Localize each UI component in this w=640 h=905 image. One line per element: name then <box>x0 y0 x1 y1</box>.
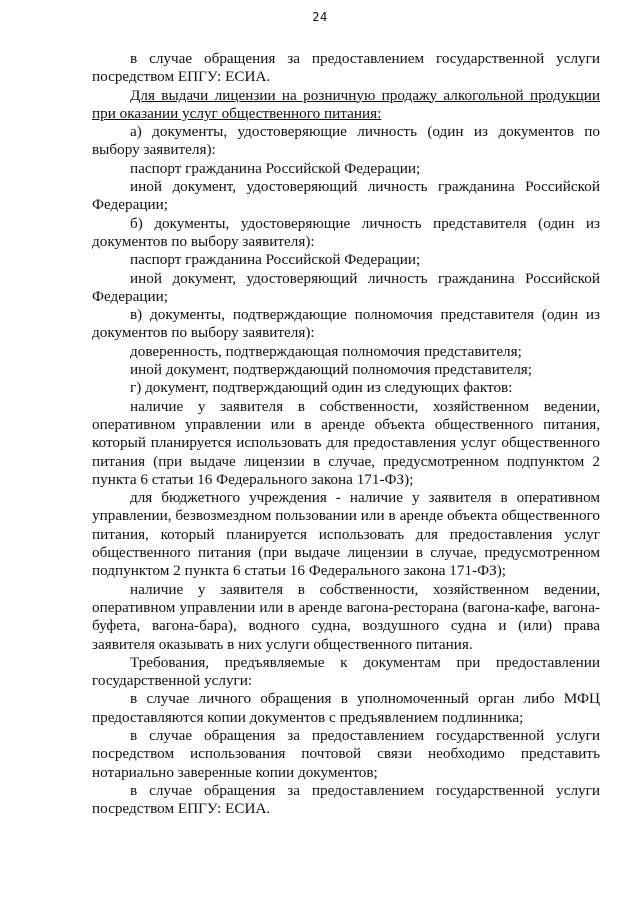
underlined-heading: Для выдачи лицензии на розничную продажу алкогольной продукции при оказании услуг общественного питания: <box>92 86 600 122</box>
paragraph-14: для бюджетного учреждения - наличие у заявителя в оперативном управлении, безвозмездном пользовании или в аренде объекта общественного питания, который планируется использовать для предоставления услуг общественного питания (при выдаче лицензии в случае, предусмотренном подпунктом 2 пункта 6 статьи 16 Федерального закона 171-ФЗ); <box>92 489 600 580</box>
paragraph-15: наличие у заявителя в собственности, хозяйственном ведении, оперативном управлении или в аренде вагона-ресторана (вагона-кафе, вагона-буфета, вагона-бара), водного судна, воздушного судна и (или) права заявителя оказывать в них услуги общественного питания. <box>92 580 600 653</box>
paragraph-18: в случае обращения за предоставлением государственной услуги посредством использования почтовой связи необходимо представить нотариально заверенные копии документов; <box>92 726 600 781</box>
paragraph-13: наличие у заявителя в собственности, хозяйственном ведении, оперативном управлении или в аренде объекта общественного питания, который планируется использовать для предоставления услуг общественного питания (при выдаче лицензии в случае, предусмотренном подпунктом 2 пункта 6 статьи 16 Федерального закона 171-ФЗ); <box>92 397 600 488</box>
paragraph-8: иной документ, удостоверяющий личность гражданина Российской Федерации; <box>92 269 600 305</box>
paragraph-12: г) документ, подтверждающий один из следующих фактов: <box>130 379 513 397</box>
document-body <box>92 50 600 818</box>
paragraph-17: в случае личного обращения в уполномоченный орган либо МФЦ предоставляются копии документов с предъявлением подлинника; <box>92 690 600 726</box>
paragraph-9: в) документы, подтверждающие полномочия представителя (один из документов по выбору заявителя): <box>92 306 600 342</box>
paragraph-2-heading <box>92 87 600 124</box>
paragraph-4: паспорт гражданина Российской Федерации; <box>130 159 421 177</box>
paragraph-1: в случае обращения за предоставлением государственной услуги посредством ЕПГУ: ЕСИА. <box>92 50 600 86</box>
paragraph-19: в случае обращения за предоставлением государственной услуги посредством ЕПГУ: ЕСИА. <box>92 781 600 818</box>
paragraph-5: иной документ, удостоверяющий личность гражданина Российской Федерации; <box>92 178 600 214</box>
paragraph-16: Требования, предъявляемые к документам при предоставлении государственной услуги: <box>92 653 600 690</box>
paragraph-10: доверенность, подтверждающая полномочия представителя; <box>130 342 522 360</box>
paragraph-3: а) документы, удостоверяющие личность (один из документов по выбору заявителя): <box>92 123 600 159</box>
paragraph-11: иной документ, подтверждающий полномочия представителя; <box>130 361 532 379</box>
paragraph-7: паспорт гражданина Российской Федерации; <box>130 251 421 269</box>
page-number: 24 <box>312 10 328 24</box>
paragraph-6: б) документы, удостоверяющие личность представителя (один из документов по выбору заявителя): <box>92 214 600 250</box>
